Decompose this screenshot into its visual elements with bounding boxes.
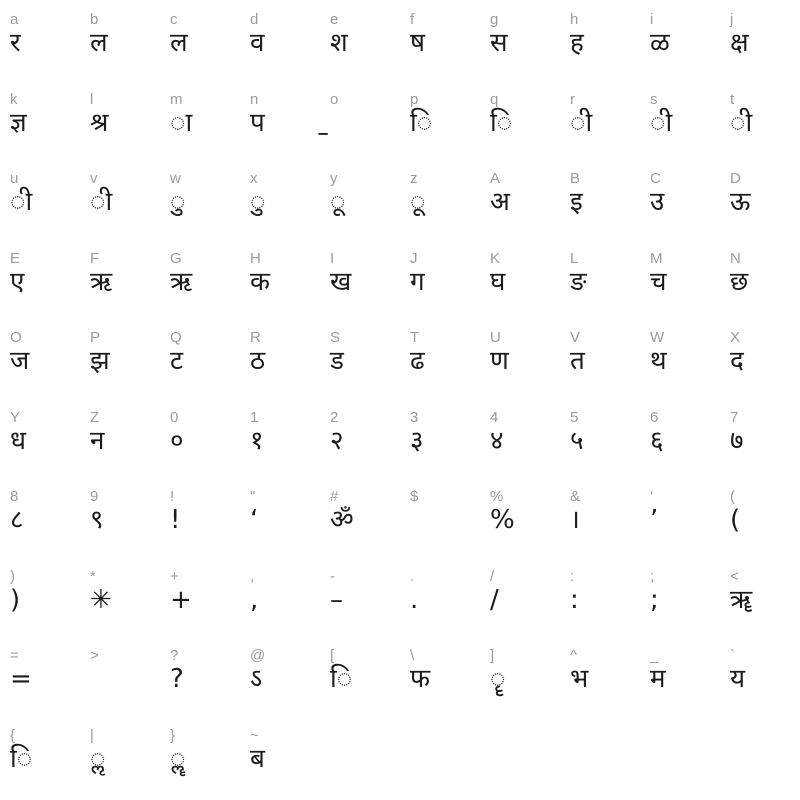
charmap-cell[interactable] [246,243,326,323]
charmap-cell-glyph: ऊ [730,187,751,217]
charmap-cell-key: O [10,329,22,346]
charmap-cell-key: ! [170,488,175,505]
charmap-cell-glyph: ी [730,107,753,138]
charmap-cell-key: Q [170,329,182,346]
charmap-cell-key: V [570,329,581,346]
charmap-cell[interactable] [406,561,486,641]
charmap-cell[interactable] [326,640,406,720]
charmap-cell-glyph: ९ [90,505,104,535]
charmap-cell-key: C [650,170,661,187]
charmap-cell-glyph: न [90,425,105,456]
charmap-cell-key: d [250,11,259,28]
charmap-cell-key: w [170,170,181,187]
charmap-cell[interactable] [646,481,726,561]
charmap-cell[interactable] [246,84,326,164]
charmap-cell-key: n [250,90,259,108]
charmap-cell[interactable] [726,561,800,641]
charmap-cell-glyph: ५ [570,425,584,456]
charmap-cell[interactable] [726,720,800,800]
charmap-cell[interactable] [86,4,166,84]
charmap-cell-key: ) [10,567,15,585]
charmap-cell[interactable] [6,322,86,402]
charmap-cell[interactable] [566,402,646,482]
charmap-cell[interactable] [326,84,406,164]
charmap-cell-key: - [330,567,335,585]
charmap-cell-key: P [90,329,101,346]
charmap-cell-glyph: २ [330,425,344,456]
charmap-cell[interactable] [726,163,800,243]
charmap-cell-glyph: १ [250,425,264,456]
charmap-cell[interactable] [486,322,566,402]
charmap-cell-key: i [650,11,654,28]
charmap-cell[interactable] [166,720,246,800]
charmap-cell-key: 1 [250,408,259,426]
charmap-cell-key: ; [650,567,655,585]
charmap-cell[interactable] [246,561,326,641]
charmap-cell-key: = [10,647,19,664]
charmap-cell-key: A [490,170,501,187]
charmap-cell-glyph: ) [10,584,21,615]
charmap-cell-glyph: प [250,107,265,138]
charmap-cell-key: 5 [570,408,579,426]
charmap-cell[interactable] [86,481,166,561]
charmap-cell-glyph: व [250,28,265,58]
charmap-cell-glyph: / [490,584,499,615]
charmap-cell[interactable] [566,481,646,561]
charmap-cell-key: W [650,329,665,346]
charmap-cell-key: [ [330,647,335,664]
charmap-cell-glyph: : [570,584,579,615]
charmap-cell[interactable] [646,720,726,800]
charmap-cell[interactable] [566,720,646,800]
charmap-cell[interactable] [166,4,246,84]
charmap-cell-glyph: र [10,28,21,58]
charmap-cell[interactable] [6,163,86,243]
charmap-cell[interactable] [726,4,800,84]
charmap-cell[interactable] [646,163,726,243]
charmap-cell-key: " [250,488,256,505]
charmap-cell-glyph: अ [490,187,510,217]
charmap-cell-key: H [250,249,261,267]
charmap-cell[interactable] [246,640,326,720]
charmap-cell[interactable] [6,481,86,561]
charmap-cell-key: o [330,90,339,108]
charmap-cell[interactable] [726,84,800,164]
charmap-cell-glyph: क्ष [730,28,749,58]
charmap-cell-glyph: क [250,266,270,297]
charmap-cell-key: ~ [250,726,259,744]
charmap-cell-glyph: ७ [730,425,744,456]
charmap-cell-glyph: ॢ [90,743,106,774]
charmap-cell[interactable] [566,243,646,323]
charmap-cell-glyph: ढ [410,346,425,376]
charmap-cell-glyph: ख [330,266,352,297]
charmap-cell-glyph: ’ [650,505,659,535]
charmap-cell-key: < [730,567,739,585]
charmap-cell[interactable] [326,4,406,84]
charmap-cell[interactable] [406,481,486,561]
charmap-cell-key: | [90,726,94,744]
charmap-cell[interactable] [406,402,486,482]
charmap-cell[interactable] [6,720,86,800]
charmap-cell[interactable] [646,402,726,482]
charmap-cell[interactable] [6,243,86,323]
charmap-cell-key: a [10,11,19,28]
charmap-cell-glyph: उ [650,187,665,217]
charmap-cell-key: k [10,90,18,108]
charmap-cell[interactable] [486,720,566,800]
charmap-cell-key: m [170,90,183,108]
charmap-cell[interactable] [166,243,246,323]
charmap-cell-glyph: त [570,346,585,376]
charmap-cell-glyph: ू [410,187,426,217]
charmap-cell-glyph: स [490,28,508,58]
charmap-cell[interactable] [326,402,406,482]
charmap-cell-glyph: ण [490,346,509,376]
charmap-cell[interactable] [646,84,726,164]
charmap-cell-glyph: ऽ [250,664,263,694]
charmap-cell-glyph: इ [570,187,583,217]
charmap-cell-glyph: ळ [650,28,670,58]
charmap-cell-glyph: ध [10,425,26,456]
charmap-cell-glyph: ॣ [170,743,186,774]
charmap-cell-glyph: ६ [650,425,664,456]
charmap-cell-glyph: ऋ [90,266,113,297]
charmap-cell[interactable] [6,84,86,164]
charmap-cell-key: * [90,567,96,585]
charmap-cell-glyph: छ [730,266,749,297]
charmap-cell-key: : [570,567,575,585]
charmap-cell-glyph: ! [170,505,181,535]
charmap-cell-glyph: च [650,266,667,297]
charmap-cell-glyph: ट [170,346,184,376]
charmap-cell-key: M [650,249,663,267]
charmap-cell-key: c [170,11,178,28]
charmap-cell-key: 4 [490,408,499,426]
charmap-cell-key: 2 [330,408,339,426]
charmap-cell-key: 6 [650,408,659,426]
charmap-cell[interactable] [86,402,166,482]
charmap-cell[interactable] [166,640,246,720]
charmap-cell-glyph: ४ [490,425,504,456]
charmap-cell-glyph: ( [730,505,741,535]
charmap-cell-glyph: थ [650,346,667,376]
charmap-cell-key: { [10,726,16,744]
charmap-cell-key: l [90,90,94,108]
charmap-cell-glyph: ३ [410,425,424,456]
charmap-cell[interactable] [486,243,566,323]
charmap-cell[interactable] [406,163,486,243]
charmap-cell-glyph: ज्ञ [10,107,27,138]
charmap-cell-key: R [250,329,261,346]
charmap-cell-glyph: द [730,346,744,376]
charmap-cell-glyph: ब [250,743,265,774]
charmap-cell-key: U [490,329,501,346]
charmap-cell[interactable] [486,481,566,561]
charmap-cell[interactable] [486,84,566,164]
charmap-cell-glyph: य [730,664,746,694]
charmap-cell[interactable] [86,243,166,323]
charmap-cell-key: ` [730,647,735,664]
charmap-cell-key: K [490,249,501,267]
charmap-cell[interactable] [726,640,800,720]
charmap-cell[interactable] [486,640,566,720]
charmap-cell-glyph: = [10,664,32,694]
charmap-cell-glyph: ज [10,346,30,376]
charmap-cell-glyph: ी [570,107,593,138]
charmap-cell[interactable] [646,640,726,720]
charmap-cell[interactable] [86,720,166,800]
charmap-cell-key: 9 [90,488,99,505]
charmap-cell[interactable] [246,4,326,84]
charmap-cell-key: B [570,170,581,187]
charmap-cell-glyph: , [250,584,259,615]
charmap-cell-key: r [570,90,575,108]
charmap-cell-glyph: ी [650,107,673,138]
charmap-cell-glyph: ि [410,107,433,138]
charmap-cell-glyph: ि [330,664,353,694]
charmap-cell[interactable] [326,163,406,243]
charmap-cell-key: j [730,11,734,28]
charmap-cell[interactable] [566,4,646,84]
charmap-cell[interactable] [86,322,166,402]
charmap-cell[interactable] [246,481,326,561]
charmap-cell-glyph: घ [490,266,506,297]
charmap-cell-glyph: ी [90,187,113,217]
charmap-cell-glyph: म [650,664,666,694]
charmap-cell-glyph: ि [490,107,513,138]
charmap-cell-glyph: ; [650,584,659,615]
charmap-cell-glyph: फ [410,664,431,694]
charmap-cell-key: > [90,647,99,664]
charmap-cell-key: q [490,90,499,108]
charmap-cell-glyph: ल [170,28,188,58]
charmap-cell[interactable] [406,720,486,800]
charmap-cell-glyph: श [330,28,348,58]
charmap-cell-glyph: ८ [10,505,24,535]
charmap-cell[interactable] [166,561,246,641]
charmap-cell[interactable] [246,322,326,402]
charmap-cell[interactable] [726,402,800,482]
charmap-cell-glyph: . [410,584,419,615]
charmap-cell[interactable] [6,561,86,641]
charmap-cell-glyph: ी [10,187,33,217]
charmap-cell-glyph: ठ [250,346,266,376]
charmap-cell[interactable] [566,84,646,164]
charmap-cell-key: e [330,11,339,28]
charmap-cell[interactable] [166,481,246,561]
charmap-cell-key: G [170,249,182,267]
charmap-cell[interactable] [6,4,86,84]
charmap-cell-key: x [250,170,258,187]
charmap-cell-glyph: ? [170,664,184,694]
charmap-cell-key: / [490,567,495,585]
charmap-cell-glyph: ह [570,28,584,58]
charmap-cell-key: s [650,90,658,108]
charmap-cell-key: _ [650,647,659,664]
charmap-cell[interactable] [166,163,246,243]
charmap-cell-key: p [410,90,419,108]
charmap-cell[interactable] [246,163,326,243]
charmap-cell-key: & [570,488,581,505]
charmap-cell-glyph: भ [570,664,589,694]
charmap-cell-key: ' [650,488,653,505]
charmap-cell[interactable] [166,84,246,164]
charmap-cell-key: S [330,329,341,346]
charmap-cell[interactable] [166,322,246,402]
charmap-cell-glyph: ु [170,187,186,217]
charmap-cell-key: E [10,249,21,267]
charmap-cell[interactable] [726,322,800,402]
charmap-cell-glyph: ० [170,425,184,456]
charmap-cell[interactable] [646,561,726,641]
charmap-cell-glyph: ष [410,28,426,58]
charmap-cell-key: N [730,249,741,267]
charmap-cell-key: $ [410,488,419,505]
charmap-cell-key: f [410,11,415,28]
charmap-cell-key: ] [490,647,495,664]
charmap-cell-glyph: ङ [570,266,587,297]
charmap-cell[interactable] [566,322,646,402]
charmap-cell-key: L [570,249,579,267]
charmap-cell-glyph: + [170,584,192,615]
charmap-cell[interactable] [726,481,800,561]
charmap-cell-glyph: ा [170,107,193,138]
charmap-cell-key: . [410,567,415,585]
charmap-cell[interactable] [646,322,726,402]
charmap-cell[interactable] [486,402,566,482]
charmap-cell[interactable] [326,720,406,800]
charmap-cell-glyph: ॐ [330,505,354,535]
charmap-cell[interactable] [566,163,646,243]
charmap-cell-key: v [90,170,98,187]
charmap-cell-key: Z [90,408,100,426]
charmap-cell-key: b [90,11,99,28]
charmap-cell-glyph: % [490,505,515,535]
charmap-cell-key: h [570,11,579,28]
charmap-cell[interactable] [86,163,166,243]
charmap-cell-key: 0 [170,408,179,426]
charmap-cell-key: T [410,329,420,346]
charmap-cell[interactable] [86,640,166,720]
charmap-cell-key: 3 [410,408,419,426]
charmap-cell[interactable] [486,561,566,641]
charmap-cell-glyph: ए [10,266,25,297]
charmap-cell[interactable] [326,322,406,402]
charmap-cell-glyph: ू [330,187,346,217]
charmap-cell-glyph: – [330,584,343,615]
charmap-cell-key: ^ [570,647,578,664]
charmap-cell-glyph: झ [90,346,110,376]
charmap-cell[interactable] [246,720,326,800]
charmap-cell-key: ? [170,647,179,664]
charmap-cell-key: X [730,329,741,346]
charmap-cell-key: , [250,567,255,585]
charmap-cell-key: % [490,488,504,505]
charmap-cell-key: F [90,249,100,267]
charmap-cell[interactable] [406,4,486,84]
charmap-cell[interactable] [6,402,86,482]
charmap-cell-key: 8 [10,488,19,505]
charmap-cell-key: g [490,11,499,28]
charmap-cell-key: u [10,170,19,187]
charmap-cell-key: @ [250,647,266,664]
charmap-cell-glyph: । [570,505,580,535]
charmap-cell[interactable] [726,243,800,323]
charmap-cell[interactable] [566,561,646,641]
charmap-cell[interactable] [406,640,486,720]
charmap-cell-key: ( [730,488,735,505]
charmap-cell-glyph: ✳ [90,584,112,615]
charmap-cell-key: I [330,249,335,267]
charmap-cell[interactable] [6,640,86,720]
charmap-cell-glyph: ‘ [250,505,259,535]
charmap-cell[interactable] [646,243,726,323]
charmap-cell-key: + [170,567,179,585]
charmap-cell-key: Y [10,408,21,426]
charmap-cell[interactable] [86,561,166,641]
charmap-cell[interactable] [566,640,646,720]
charmap-cell-key: J [410,249,418,267]
charmap-cell-key: } [170,726,176,744]
charmap-cell-key: z [410,170,418,187]
charmap-cell[interactable] [166,402,246,482]
charmap-cell-glyph: ल [90,28,108,58]
charmap-cell[interactable] [86,84,166,164]
charmap-cell-glyph: ड [330,346,344,376]
charmap-cell-key: \ [410,647,415,664]
charmap-cell-glyph: ग [410,266,425,297]
charmap-cell-key: D [730,170,741,187]
charmap-cell-glyph: श्र [90,107,109,138]
charmap-cell-key: y [330,170,338,187]
charmap-cell-key: # [330,488,339,505]
charmap-cell-key: t [730,90,735,108]
charmap-cell-glyph: ॄ [490,664,506,694]
charmap-cell-glyph: ु [250,187,266,217]
charmap-cell[interactable] [486,163,566,243]
charmap-cell[interactable] [406,322,486,402]
charmap-cell-glyph: ऋ [170,266,193,297]
charmap-cell[interactable] [326,243,406,323]
charmap-cell-glyph: ॠ [730,584,753,615]
charmap-cell[interactable] [406,84,486,164]
charmap-cell[interactable] [326,561,406,641]
charmap-cell-key: 7 [730,408,739,426]
charmap-cell[interactable] [246,402,326,482]
charmap-cell[interactable] [326,481,406,561]
charmap-cell[interactable] [406,243,486,323]
charmap-cell[interactable] [646,4,726,84]
charmap-cell[interactable] [486,4,566,84]
charmap-cell-glyph: ि [10,743,33,774]
